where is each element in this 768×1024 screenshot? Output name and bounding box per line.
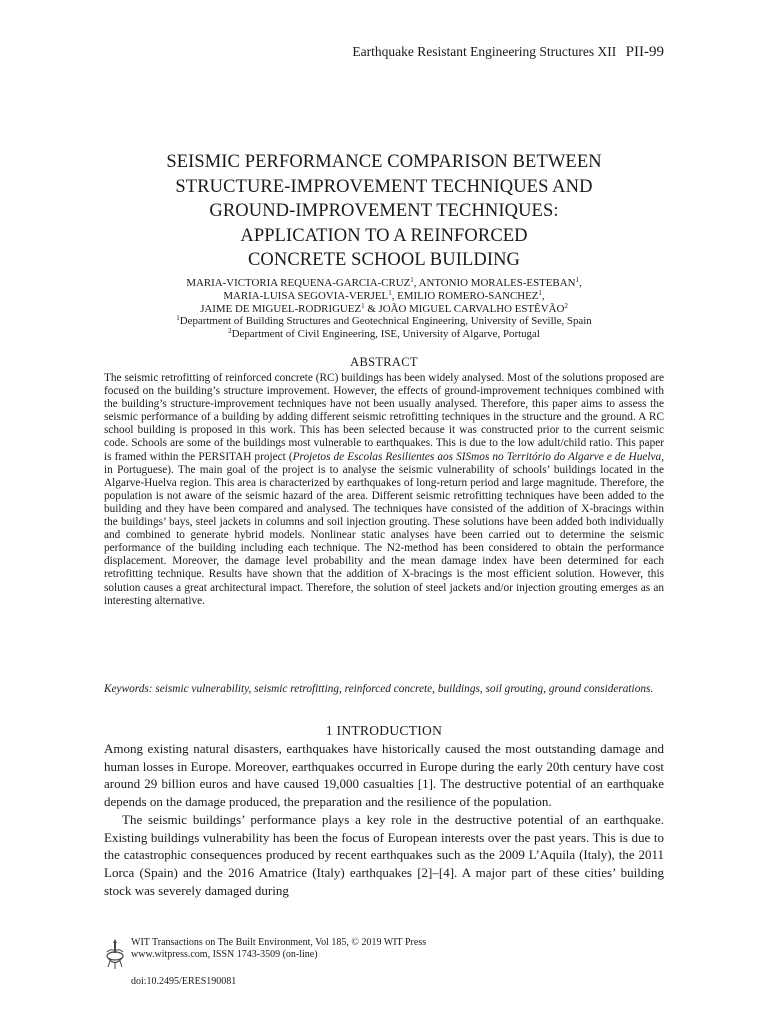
abstract-heading: ABSTRACT [350, 355, 418, 369]
footer-line: WIT Transactions on The Built Environment, Vol 185, © 2019 WIT Press [131, 937, 427, 948]
affiliation-text: Department of Building Structures and Geotechnical Engineering, University of Seville, Spain [179, 315, 592, 328]
wit-press-logo-icon [104, 937, 126, 971]
keywords: Keywords: seismic vulnerability, seismic retrofitting, reinforced concrete, buildings, soil grouting, ground considerations. [104, 683, 654, 695]
affiliation-marker: 2 [228, 327, 232, 336]
paragraph: The seismic buildings’ performance plays a key role in the destructive potential of an earthquake. Existing buildings vulnerability has been the focus of European interests over the past years. This is due to the catastrophic consequences produced by recent earthquakes such as the 2009 L’Aquila (Italy), the 2011 Lorca (Spain) and the 2016 Amatrice (Italy) earthquakes [2]–[4]. A major part of these cities’ building stock was severely damaged during [104, 811, 664, 898]
author-name: MARIA-VICTORIA REQUENA-GARCIA-CRUZ [186, 277, 411, 289]
paper-title [104, 150, 664, 273]
title-line: STRUCTURE-IMPROVEMENT TECHNIQUES AND [175, 176, 593, 197]
title-line: SEISMIC PERFORMANCE COMPARISON BETWEEN [166, 152, 602, 172]
affiliation-marker: 1 [410, 276, 414, 284]
page-number: PII-99 [625, 44, 664, 60]
abstract-text: , in Portuguese). The main goal of the project is to analyse the seismic vulnerability of schools’ buildings located in the Algarve-Huelva region. This area is characterized by earthquakes of long-return period and large magnitude. Therefore, the population is not aware of the seismic hazard of the area. Different seismic retrofitting techniques have been added to the building and they have been compared and analysed. The techniques have consisted of the addition of X-bracings within the buildings’ bays, steel jackets in columns and soil injection grouting. These solutions have been added both individually and combined to generate hybrid models. Nonlinear static analyses have been carried out to determine the seismic performance of the building including each technique. The N2-method has been considered to obtain the performance displacement. Moreover, the damage level probability and the mean damage index have been determined for each retrofitting technique. Results have shown that the addition of X-bracings is the most efficient solution. However, this solution causes a great architectural impact. Therefore, the solution of steel jackets and/or injection grouting emerges as an interesting alternative. [104, 450, 665, 607]
author-name: , EMILIO ROMERO-SANCHEZ [391, 289, 539, 302]
title-line: GROUND-IMPROVEMENT TECHNIQUES: [209, 201, 559, 221]
title-line: APPLICATION TO A REINFORCED [240, 225, 528, 246]
abstract-body [104, 372, 664, 608]
author-name: & JOÃO MIGUEL CARVALHO ESTÊVÃO [364, 302, 565, 315]
running-header [352, 44, 664, 61]
running-title: Earthquake Resistant Engineering Structures XII [352, 44, 617, 59]
author-separator: , [541, 289, 545, 302]
author-line [104, 303, 664, 316]
footer-link[interactable]: www.witpress.com, ISSN 1743-3509 (on-line) [131, 949, 318, 961]
affiliation-marker: 2 [564, 301, 568, 310]
project-name: Projetos de Escolas Resilientes aos SISmos no Território do Algarve e de Huelva [292, 450, 662, 463]
affiliation-marker: 1 [176, 314, 180, 323]
affiliation-marker: 1 [388, 288, 392, 297]
author-name: MARIA-LUISA SEGOVIA-VERJEL [223, 289, 389, 302]
introduction-body [104, 740, 664, 899]
abstract-text: The seismic retrofitting of reinforced concrete (RC) buildings has been widely analysed. Most of the solutions proposed are focused on the building’s structure improvement. However, the effects of ground-improvement techniques combined with the building’s structure-improvement techniques have not been usually analysed. Therefore, this paper aims to assess the seismic performance of a building by adding different seismic retrofitting techniques in the structure and the ground. A RC school building is proposed in this work. This has been selected because it was constructed prior to the current seismic code. Schools are some of the buildings most vulnerable to earthquakes. This is due to the low adult/child ratio. This paper is framed within the PERSITAH project ( [104, 372, 664, 463]
affiliation-text: Department of Civil Engineering, ISE, University of Algarve, Portugal [231, 328, 540, 341]
author-name: , ANTONIO MORALES-ESTEBAN [413, 277, 576, 289]
section-heading-introduction: 1 INTRODUCTION [325, 723, 443, 738]
author-separator: , [578, 277, 582, 289]
footer-publication [131, 937, 426, 961]
affiliation-marker: 1 [538, 288, 542, 297]
paragraph: Among existing natural disasters, earthquakes have historically caused the most outstanding damage and human losses in Europe. Moreover, earthquakes occurred in Europe during the early 20th century have cost around 29 billion euros and have caused 19,000 casualties [1]. The destructive potential of an earthquake depends on the damage produced, the preparation and the resilience of the population. [104, 741, 664, 810]
affiliation-marker: 1 [361, 301, 365, 310]
doi[interactable]: doi:10.2495/ERES190081 [131, 976, 237, 987]
author-line [104, 290, 664, 303]
author-block [104, 277, 664, 341]
affiliation-marker: 1 [575, 276, 579, 284]
title-line: CONCRETE SCHOOL BUILDING [247, 250, 520, 270]
affiliation-2 [104, 328, 664, 341]
author-line [104, 277, 664, 290]
author-name: JAIME DE MIGUEL-RODRIGUEZ [200, 302, 362, 315]
affiliation-1 [104, 315, 664, 328]
